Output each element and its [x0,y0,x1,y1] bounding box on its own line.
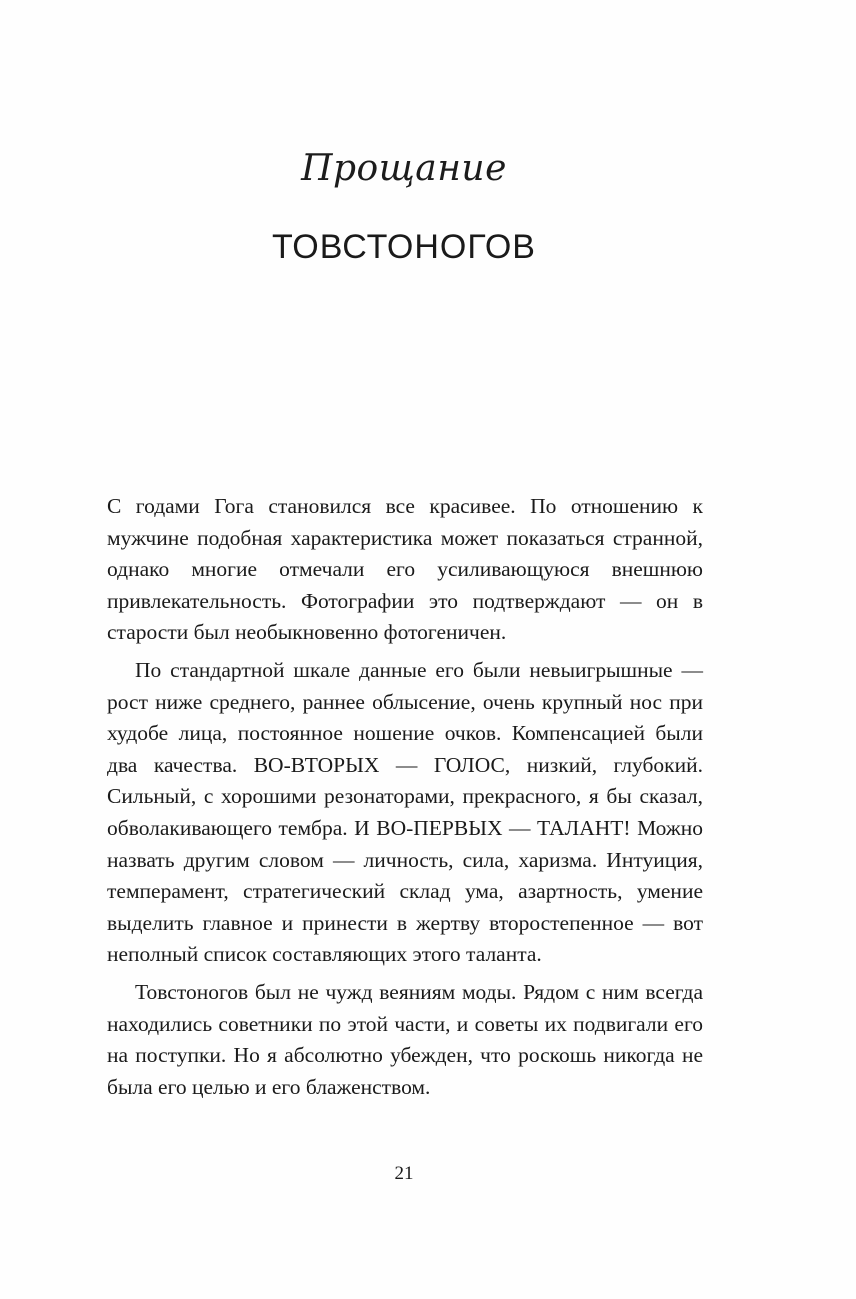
paragraph-3: Товстоногов был не чужд веяниям моды. Рядом с ним всегда находились советники по этой части, и советы их подвигали его на поступки. Но я абсолютно убежден, что роскошь никогда не была его целью и его блаженством. [107,979,703,1099]
chapter-title: ТОВСТОНОГОВ [272,228,536,266]
chapter-script-title: Прощание [301,148,507,189]
paragraph-2: По стандартной шкале данные его были невыигрышные — рост ниже среднего, раннее облысение, очень крупный нос при худобе лица, постоянное ношение очков. Компенсацией были два качества. ВО-ВТОРЫХ — ГОЛОС, низкий, глубокий. Сильный, с хорошими резонаторами, прекрасного, я бы сказал, обволакивающего тембра. И ВО-ПЕРВЫХ — ТАЛАНТ! Можно назвать другим словом — личность, сила, харизма. Интуиция, темперамент, стратегический склад ума, азартность, умение выделить главное и принести в жертву второстепенное — вот неполный список составляющих этого таланта. [107,657,703,967]
page-number: 21 [394,1163,414,1184]
body-text [107,491,703,1103]
paragraph-1: С годами Гога становился все красивее. По отношению к мужчине подобная характеристика может показаться странной, однако многие отмечали его усиливающуюся внешнюю привлекательность. Фотографии это подтверждают — он в старости был необыкновенно фотогеничен. [107,494,703,645]
